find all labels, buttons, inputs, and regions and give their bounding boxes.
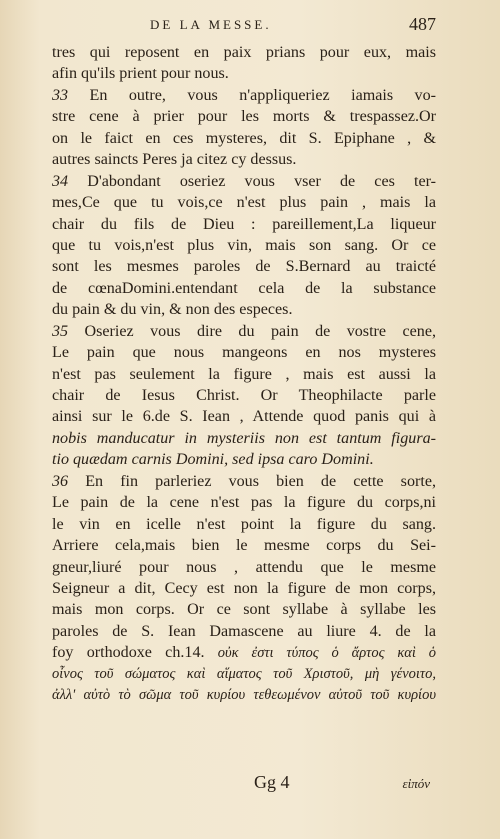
text-line: autres saincts Peres ja citez cy dessus. [52, 151, 297, 169]
greek-line: οἶνος τοῦ σώματος καὶ αἵματος τοῦ Χριστοῦ, μὴ γένοιτο, [52, 665, 436, 682]
text-line: n'est pas seulement la figure , mais est aussi la [52, 365, 436, 383]
text-line: chair de Iesus Christ. Or Theophilacte parle [52, 387, 436, 404]
paragraph-number: 35 [52, 322, 69, 340]
text-line: 36 En fin parleriez vous bien de cette sorte, [52, 472, 436, 490]
text-line: que tu vois,n'est plus vin, mais son sang. Or ce [52, 236, 436, 254]
text-line: le vin en icelle n'est point la figure du sang. [52, 515, 436, 533]
text-line: Le pain de la cene n'est pas la figure du corps,ni [52, 494, 436, 512]
text-line: sont les mesmes paroles de S.Bernard au traicté [52, 258, 436, 276]
text-line: de cœnaDomini.entendant cela de la substance [52, 279, 436, 297]
text-line: nobis manducatur in mysteriis non est tantum figura- [52, 429, 436, 447]
paragraph-number: 34 [52, 172, 69, 190]
catchword: εἰπόν [402, 776, 430, 791]
text-line: on le faict en ces mysteres, dit S. Epiphane , & [52, 129, 436, 147]
text-line: foy orthodoxe ch.14. οὐκ ἐστι τύπος ὁ ἄρτος καὶ ὁ [52, 644, 436, 662]
body-text [52, 42, 436, 707]
signature-mark: Gg 4 [254, 772, 290, 792]
text-line: 33 En outre, vous n'appliqueriez iamais vo- [52, 86, 436, 104]
text-line: chair du fils de Dieu : pareillement,La liqueur [52, 215, 436, 233]
page-number: 487 [409, 14, 436, 34]
greek-line: ἀλλ' αὐτὸ τὸ σῶμα τοῦ κυρίου τεθεωμένον αὐτοῦ τοῦ κυρίου [52, 687, 436, 704]
text-line: Arriere cela,mais bien le mesme corps du Sei- [52, 537, 436, 555]
text-line: 34 D'abondant oseriez vous vser de ces ter- [52, 172, 436, 190]
text-line: tres qui reposent en paix prians pour eux, mais [52, 44, 436, 61]
text-line: 35 Oseriez vous dire du pain de vostre cene, [52, 322, 436, 340]
text-line: paroles de S. Iean Damascene au liure 4. de la [52, 622, 436, 640]
page-header [52, 14, 436, 38]
paragraph-number: 33 [52, 86, 69, 104]
text-line: Seigneur a dit, Cecy est non la figure de mon corps, [52, 579, 436, 597]
text-line: du pain & du vin, & non des especes. [52, 301, 293, 319]
greek-quote: οὐκ ἐστι τύπος ὁ ἄρτος καὶ ὁ [217, 645, 436, 662]
page-footer [52, 772, 436, 798]
paragraph-number: 36 [52, 472, 69, 490]
text-line: stre cene à prier pour les morts & trespassez.Or [52, 108, 436, 126]
text-line: Le pain que nous mangeons en nos mysteres [52, 344, 436, 362]
text-line: afin qu'ils prient pour nous. [52, 65, 229, 83]
text-line: gneur,liuré pour nous , attendu que le mesme [52, 558, 436, 576]
text-line: mais mon corps. Or ce sont syllabe à syllabe les [52, 601, 436, 619]
running-title: DE LA MESSE. [150, 17, 272, 32]
text-line: tio quædam carnis Domini, sed ipsa caro Domini. [52, 451, 374, 469]
text-line: ainsi sur le 6.de S. Iean , Attende quod panis qui à [52, 408, 436, 426]
text-line: mes,Ce que tu vois,ce n'est plus pain , mais la [52, 194, 436, 212]
